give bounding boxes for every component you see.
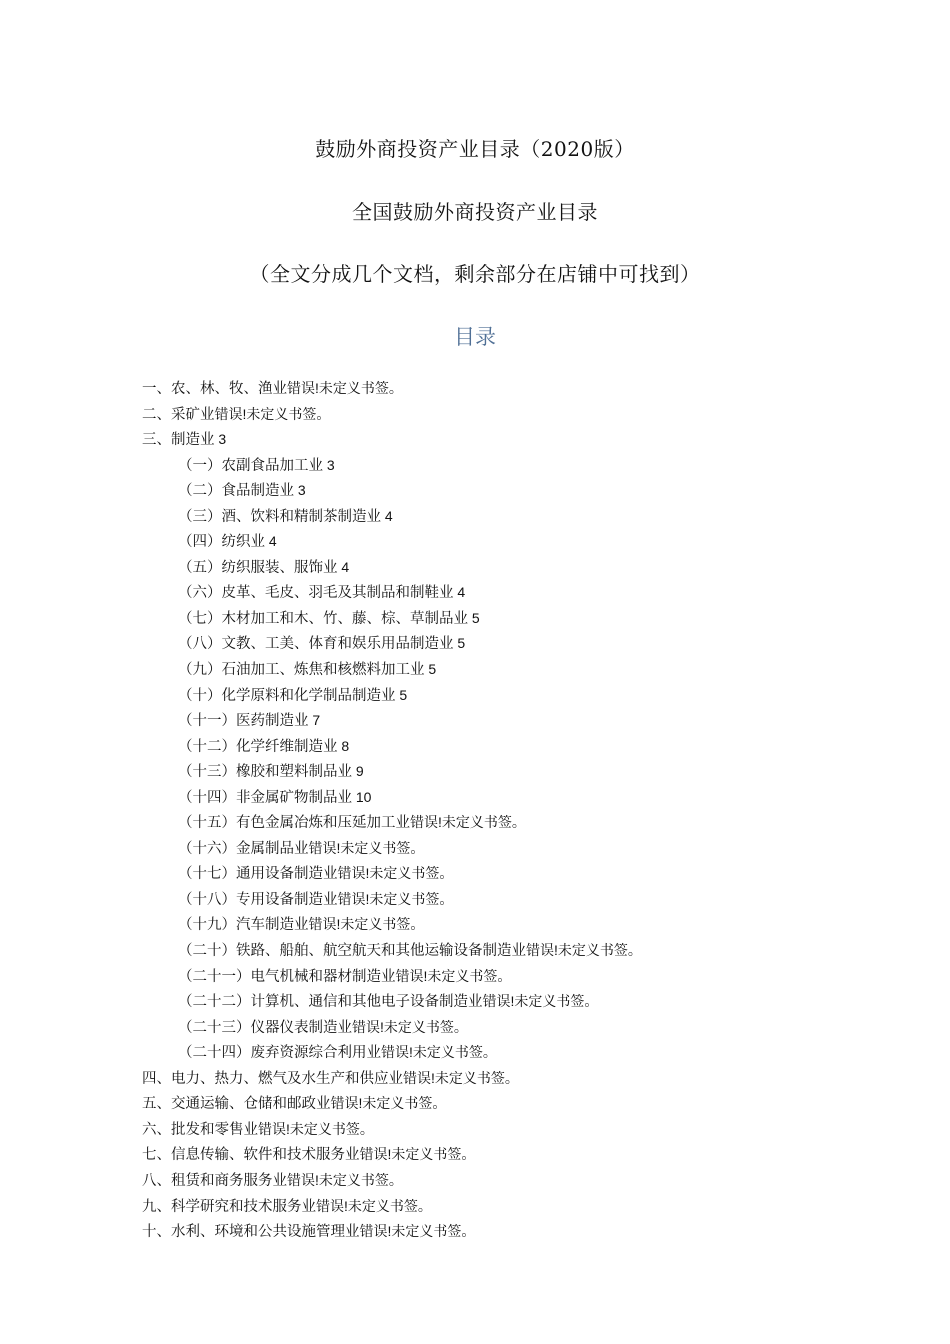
toc-entry[interactable] [142, 504, 902, 530]
toc-entry-page: 10 [352, 788, 372, 805]
toc-entry-label: （三）酒、饮料和精制茶制造业 [178, 508, 381, 525]
toc-entry-label: （二）食品制造业 [178, 483, 294, 500]
toc-entry[interactable] [142, 376, 902, 402]
toc-entry[interactable] [142, 657, 902, 683]
toc-entry-page: 错误!未定义书签。 [359, 1223, 476, 1240]
toc-entry-label: （二十一）电气机械和器材制造业 [178, 968, 396, 985]
toc-entry[interactable] [142, 453, 902, 479]
toc-entry-label: 二、采矿业 [142, 406, 215, 423]
toc-entry-page: 4 [381, 507, 393, 524]
toc-entry-page: 错误!未定义书签。 [403, 1069, 519, 1086]
toc-entry-label: （九）石油加工、炼焦和核燃料加工业 [178, 662, 425, 679]
toc-entry-label: （十三）橡胶和塑料制品业 [178, 764, 352, 781]
toc-entry-page: 错误!未定义书签。 [395, 967, 512, 984]
toc-entry[interactable] [142, 785, 902, 811]
toc-entry-page: 错误!未定义书签。 [359, 1146, 476, 1163]
toc-entry-label: 七、信息传输、软件和技术服务业 [142, 1147, 360, 1164]
document-note: （全文分成几个文档，剩余部分在店铺中可找到） [249, 262, 701, 286]
toc-entry[interactable] [142, 1219, 902, 1245]
toc-entry-page: 5 [453, 635, 466, 652]
toc-entry-page: 错误!未定义书签。 [381, 1044, 497, 1061]
toc-entry-page: 错误!未定义书签。 [308, 916, 425, 933]
toc-entry[interactable] [142, 478, 902, 504]
toc-entry-page: 3 [214, 431, 227, 448]
toc-entry-label: （十八）专用设备制造业 [178, 891, 338, 908]
toc-entry-label: （二十二）计算机、通信和其他电子设备制造业 [178, 994, 483, 1011]
toc-entry[interactable] [142, 402, 902, 428]
toc-entry-page: 错误!未定义书签。 [214, 405, 331, 422]
table-of-contents [142, 376, 902, 1245]
toc-entry-label: （六）皮革、毛皮、羽毛及其制品和制鞋业 [178, 585, 454, 602]
toc-entry-page: 错误!未定义书签。 [337, 865, 454, 882]
toc-entry-label: （十一）医药制造业 [178, 713, 309, 730]
toc-entry-page: 错误!未定义书签。 [352, 1018, 468, 1035]
toc-entry[interactable] [142, 1066, 902, 1092]
toc-entry[interactable] [142, 759, 902, 785]
toc-entry-label: 五、交通运输、仓储和邮政业 [142, 1096, 331, 1113]
toc-entry-page: 5 [468, 609, 480, 626]
toc-entry[interactable] [142, 1194, 902, 1220]
toc-entry-page: 错误!未定义书签。 [482, 993, 599, 1010]
toc-entry-label: 十、水利、环境和公共设施管理业 [142, 1224, 360, 1241]
toc-entry-page: 错误!未定义书签。 [287, 380, 403, 396]
toc-entry[interactable] [142, 734, 902, 760]
toc-entry[interactable] [142, 606, 902, 632]
toc-entry-page: 7 [308, 712, 321, 729]
toc-entry[interactable] [142, 810, 902, 836]
toc-entry-page: 错误!未定义书签。 [410, 814, 526, 831]
toc-entry-label: 一、农、林、牧、渔业 [142, 381, 287, 397]
toc-entry-page: 错误!未定义书签。 [337, 890, 454, 907]
toc-entry-label: （十九）汽车制造业 [178, 917, 309, 934]
toc-entry[interactable] [142, 938, 902, 964]
toc-entry-page: 9 [352, 763, 364, 780]
toc-entry-label: （五）纺织服装、服饰业 [178, 559, 338, 576]
toc-entry-page: 3 [323, 456, 335, 473]
toc-entry[interactable] [142, 529, 902, 555]
toc-entry-label: （十六）金属制品业 [178, 840, 309, 857]
toc-entry[interactable] [142, 580, 902, 606]
toc-entry-label: （八）文教、工美、体育和娱乐用品制造业 [178, 636, 454, 653]
toc-entry-page: 错误!未定义书签。 [258, 1120, 374, 1137]
document-subtitle: 全国鼓励外商投资产业目录 [352, 200, 598, 224]
toc-entry-label: 四、电力、热力、燃气及水生产和供应业 [142, 1070, 403, 1087]
toc-entry-page: 8 [337, 737, 350, 754]
toc-entry[interactable] [142, 912, 902, 938]
toc-entry[interactable] [142, 1015, 902, 1041]
toc-entry[interactable] [142, 1168, 902, 1194]
toc-entry[interactable] [142, 1091, 902, 1117]
toc-entry-label: （二十四）废弃资源综合利用业 [178, 1045, 381, 1062]
toc-entry[interactable] [142, 708, 902, 734]
toc-entry[interactable] [142, 861, 902, 887]
toc-entry-label: （二十）铁路、船舶、航空航天和其他运输设备制造业 [178, 943, 526, 960]
toc-entry-page: 4 [337, 558, 350, 575]
toc-entry-page: 错误!未定义书签。 [316, 1197, 432, 1214]
toc-entry-page: 5 [424, 661, 437, 678]
toc-entry-label: 八、租赁和商务服务业 [142, 1172, 287, 1189]
toc-entry[interactable] [142, 683, 902, 709]
toc-entry-label: （十五）有色金属冶炼和压延加工业 [178, 815, 410, 832]
toc-entry[interactable] [142, 989, 902, 1015]
toc-entry[interactable] [142, 1142, 902, 1168]
toc-entry-page: 4 [265, 533, 277, 550]
toc-entry-label: （十）化学原料和化学制品制造业 [178, 687, 396, 704]
toc-entry-label: 九、科学研究和技术服务业 [142, 1198, 316, 1215]
toc-heading: 目录 [454, 325, 496, 349]
toc-entry-label: （一）农副食品加工业 [178, 457, 323, 474]
toc-entry[interactable] [142, 555, 902, 581]
toc-entry-label: （十七）通用设备制造业 [178, 866, 338, 883]
toc-entry[interactable] [142, 1040, 902, 1066]
toc-entry-page: 错误!未定义书签。 [308, 839, 425, 856]
toc-entry-page: 错误!未定义书签。 [287, 1171, 403, 1188]
toc-entry-label: （七）木材加工和木、竹、藤、棕、草制品业 [178, 610, 468, 627]
toc-entry-page: 5 [395, 686, 408, 703]
toc-entry-page: 错误!未定义书签。 [526, 942, 642, 959]
toc-entry-page: 4 [453, 584, 466, 601]
toc-entry-label: （十四）非金属矿物制品业 [178, 789, 352, 806]
toc-entry[interactable] [142, 1117, 902, 1143]
toc-entry-label: 三、制造业 [142, 432, 215, 449]
toc-entry-label: （十二）化学纤维制造业 [178, 738, 338, 755]
toc-entry[interactable] [142, 836, 902, 862]
toc-entry[interactable] [142, 964, 902, 990]
toc-entry[interactable] [142, 631, 902, 657]
toc-entry-label: （四）纺织业 [178, 534, 265, 551]
document-title: 鼓励外商投资产业目录（2020版） [315, 137, 635, 161]
toc-entry-label: （二十三）仪器仪表制造业 [178, 1019, 352, 1036]
toc-entry-page: 3 [294, 482, 306, 499]
toc-entry[interactable] [142, 887, 902, 913]
toc-entry-page: 错误!未定义书签。 [330, 1095, 447, 1112]
toc-entry-label: 六、批发和零售业 [142, 1121, 258, 1138]
toc-entry[interactable] [142, 427, 902, 453]
